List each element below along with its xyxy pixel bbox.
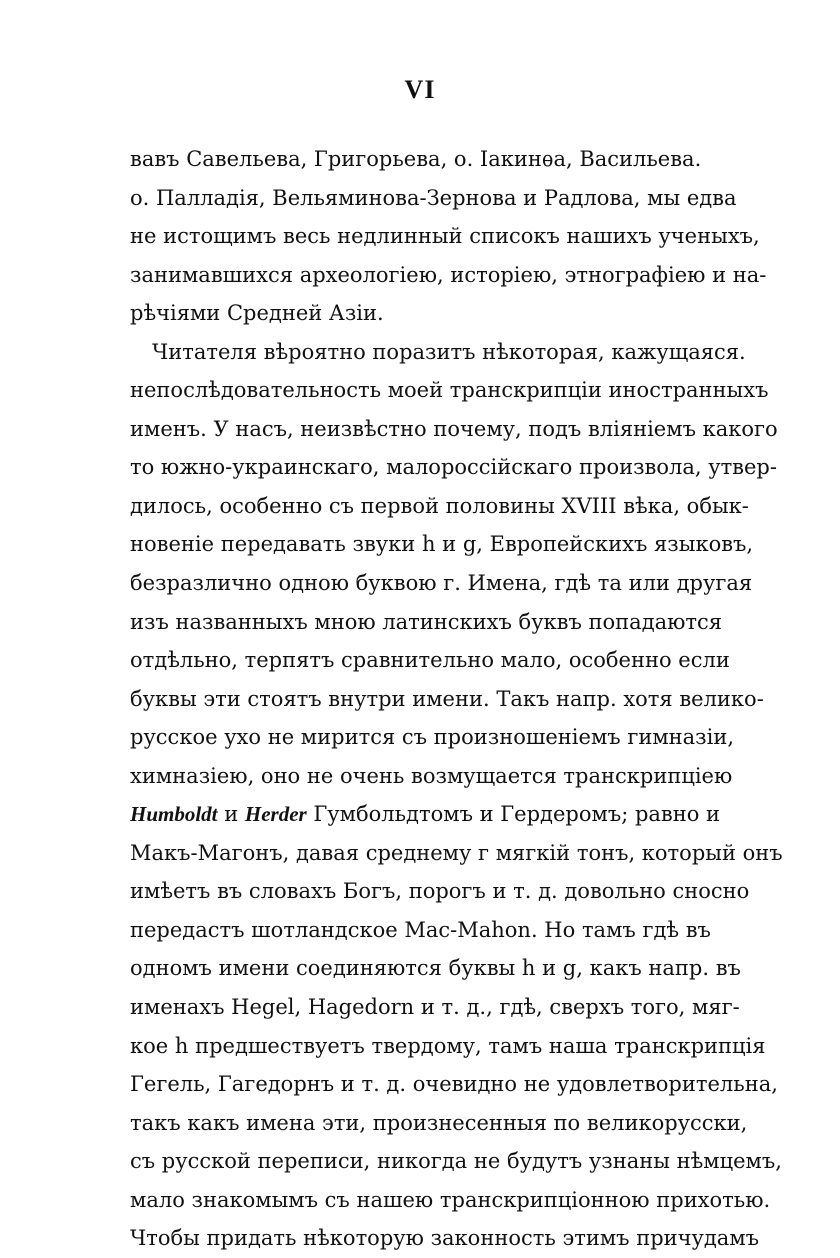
italic-name-herder: Herder — [244, 802, 307, 827]
text-line: не истощимъ весь недлинный списокъ нашихъ ученыхъ, — [130, 224, 760, 249]
text-line: одномъ имени соединяются буквы h и g, какъ напр. въ — [130, 956, 741, 981]
text-line: русское ухо не мирится съ произношеніемъ гимназіи, — [130, 725, 735, 750]
body-text — [130, 140, 783, 1258]
text-line: буквы эти стоятъ внутри имени. Такъ напр. хотя велико- — [130, 686, 764, 711]
text-line: о. Палладія, Вельяминова-Зернова и Радлова, мы едва — [130, 185, 737, 210]
text-line: изъ названныхъ мною латинскихъ буквъ попадаются — [130, 609, 723, 634]
text-line: мало знакомымъ съ нашею транскрипціонною прихотью. — [130, 1187, 771, 1212]
text-line: дилось, особенно съ первой половины XVIII вѣка, обык- — [130, 493, 749, 518]
text-line: непослѣдовательность моей транскрипціи иностранныхъ — [130, 378, 769, 403]
page-number: VI — [404, 75, 436, 104]
text-line: рѣчіями Средней Азіи. — [130, 301, 384, 326]
text-line: передастъ шотландское Mac-Mahon. Но тамъ гдѣ въ — [130, 917, 711, 942]
italic-name-humboldt: Humboldt — [130, 802, 218, 827]
text-line: съ русской переписи, никогда не будутъ узнаны нѣмцемъ, — [130, 1149, 782, 1174]
text-line: химназіею, оно не очень возмущается транскрипціею — [130, 763, 733, 788]
text-line: Гегель, Гагедорнъ и т. д. очевидно не удовлетворительна, — [130, 1072, 778, 1097]
text-line: имѣетъ въ словахъ Богъ, порогъ и т. д. довольно сносно — [130, 879, 750, 904]
text-line: именъ. У насъ, неизвѣстно почему, подъ вліяніемъ какого — [130, 416, 778, 441]
text-fragment: и — [217, 802, 245, 827]
text-line: такъ какъ имена эти, произнесенныя по великорусски, — [130, 1110, 748, 1135]
text-line-with-italics — [130, 795, 721, 834]
text-fragment: Гумбольдтомъ и Гердеромъ; равно и — [306, 802, 721, 827]
text-line: безразлично одною буквою г. Имена, гдѣ та или другая — [130, 571, 753, 596]
text-line: Макъ-Магонъ, давая среднему г мягкій тонъ, который онъ — [130, 840, 783, 865]
text-line: кое h предшествуетъ твердому, тамъ наша транскрипція — [130, 1033, 766, 1058]
text-line: вавъ Савельева, Григорьева, о. Іакинѳа, Васильева. — [130, 147, 702, 171]
text-line: именахъ Hegel, Hagedorn и т. д., гдѣ, сверхъ того, мяг- — [130, 995, 740, 1020]
text-line: занимавшихся археологіею, исторіею, этнографіею и на- — [130, 262, 767, 287]
text-line: Читателя вѣроятно поразитъ нѣкоторая, кажущаяся. — [152, 339, 746, 364]
text-line: новеніе передавать звуки h и g, Европейскихъ языковъ, — [130, 532, 754, 557]
text-line: отдѣльно, терпятъ сравнительно мало, особенно если — [130, 648, 730, 673]
text-line: то южно-украинскаго, малороссійскаго произвола, утвер- — [130, 455, 777, 480]
text-line: Чтобы придать нѣкоторую законность этимъ причудамъ — [130, 1226, 760, 1251]
